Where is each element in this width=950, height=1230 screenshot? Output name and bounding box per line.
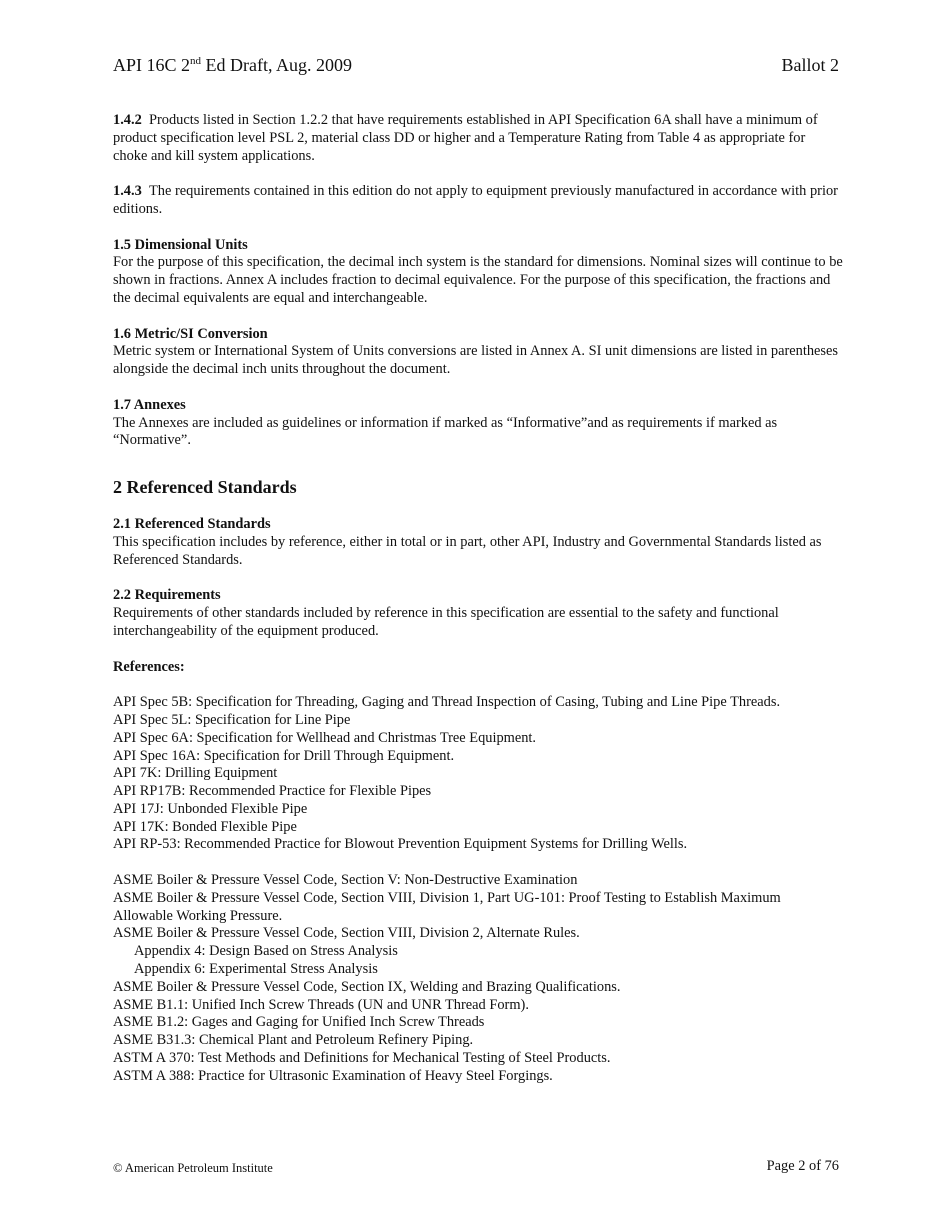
footer-page-number: Page 2 of 76 [766,1158,839,1174]
reference-item: API 17K: Bonded Flexible Pipe [113,818,297,835]
section-heading: 1.6 Metric/SI Conversion [113,325,268,342]
reference-item: API 17J: Unbonded Flexible Pipe [113,800,308,817]
reference-item: API Spec 5L: Specification for Line Pipe [113,711,351,728]
reference-item: API RP17B: Recommended Practice for Flexible Pipes [113,783,432,800]
reference-item: ASME Boiler & Pressure Vessel Code, Section IX, Welding and Brazing Qualifications. [113,978,621,995]
reference-item: ASME B1.1: Unified Inch Screw Threads (UN and UNR Thread Form). [113,996,529,1013]
reference-item: API RP-53: Recommended Practice for Blowout Prevention Equipment Systems for Drilling Wells. [113,836,688,853]
api-reference-list [113,694,843,854]
section-1-6 [113,326,843,379]
section-1-5 [113,237,843,308]
page-body [113,112,843,1103]
clause-1-4-2 [113,112,843,165]
clause-text: The requirements contained in this edition do not apply to equipment previously manufactured in accordance with prior editions. [113,183,838,217]
section-heading: 2.2 Requirements [113,587,221,604]
reference-item: ASME Boiler & Pressure Vessel Code, Section V: Non-Destructive Examination [113,872,578,889]
asme-reference-list [113,872,843,1086]
reference-item: API Spec 5B: Specification for Threading, Gaging and Thread Inspection of Casing, Tubing and Line Pipe Threads. [113,694,781,711]
reference-subitem: Appendix 4: Design Based on Stress Analysis [134,943,398,960]
reference-item: ASTM A 370: Test Methods and Definitions for Mechanical Testing of Steel Products. [113,1050,611,1067]
reference-item: ASME B1.2: Gages and Gaging for Unified Inch Screw Threads [113,1014,485,1031]
references-heading: References: [113,658,185,675]
chapter-heading-2: 2 Referenced Standards [113,477,297,498]
clause-number: 1.4.2 [113,112,142,128]
reference-item: API Spec 6A: Specification for Wellhead and Christmas Tree Equipment. [113,729,537,746]
section-2-1 [113,516,843,569]
reference-item: API Spec 16A: Specification for Drill Through Equipment. [113,747,455,764]
section-text: The Annexes are included as guidelines or information if marked as “Informative”and as requirements if marked as “Normative”. [113,414,778,449]
clause-number: 1.4.3 [113,183,142,200]
section-text: Metric system or International System of Units conversions are listed in Annex A. SI unit dimensions are listed in parentheses alongside the decimal inch units throughout the document. [113,343,838,378]
page-header [113,54,839,76]
section-text: This specification includes by reference, either in total or in part, other API, Industry and Governmental Standards listed as Referenced Standards. [113,533,822,568]
reference-item: API 7K: Drilling Equipment [113,765,278,782]
reference-subitem: Appendix 6: Experimental Stress Analysis [134,961,378,978]
header-ballot: Ballot 2 [781,55,839,75]
reference-item: ASME B31.3: Chemical Plant and Petroleum Refinery Piping. [113,1032,474,1049]
section-text: Requirements of other standards included by reference in this specification are essential to the safety and functional interchangeability of the equipment produced. [113,605,779,639]
section-text: For the purpose of this specification, the decimal inch system is the standard for dimensions. Nominal sizes will continue to be shown in fractions. Annex A includes fraction to decimal equivalence. For the purpose of this specification, the fractions and the decimal equivalents are equal and interchangeable. [113,254,843,306]
footer-copyright: © American Petroleum Institute [113,1161,273,1175]
clause-text: Products listed in Section 1.2.2 that have requirements established in API Specification 6A shall have a minimum of product specification level PSL 2, material class DD or higher and a Temperature Rating from Table 4 as appropriate for choke and kill system applications. [113,112,818,164]
section-heading: 1.7 Annexes [113,396,186,413]
header-title: API 16C 2nd Ed Draft, Aug. 2009 [113,55,352,75]
clause-1-4-3 [113,183,843,219]
section-heading: 1.5 Dimensional Units [113,236,248,253]
section-2-2 [113,587,843,640]
section-heading: 2.1 Referenced Standards [113,516,271,533]
section-1-7 [113,397,843,450]
reference-item: ASME Boiler & Pressure Vessel Code, Section VIII, Division 2, Alternate Rules. [113,925,580,942]
reference-item: ASME Boiler & Pressure Vessel Code, Section VIII, Division 1, Part UG-101: Proof Testing to Establish Maximum Allowable Working Pressure. [113,889,781,924]
reference-item: ASTM A 388: Practice for Ultrasonic Examination of Heavy Steel Forgings. [113,1067,553,1084]
